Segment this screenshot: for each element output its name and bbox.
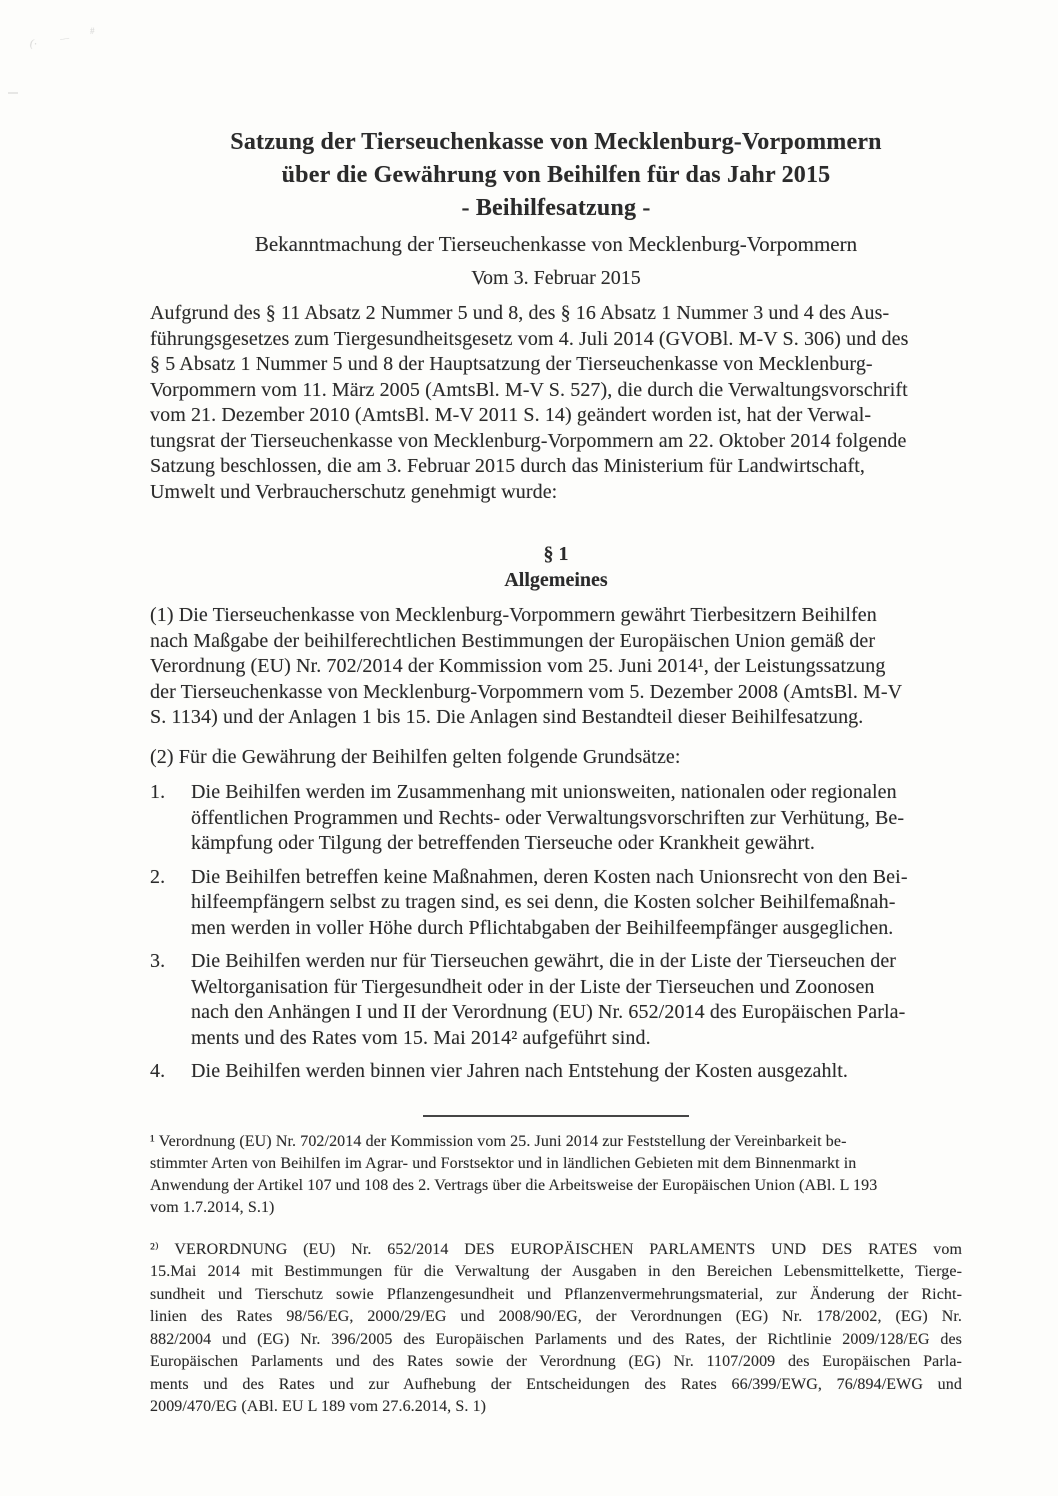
footnote-2	[150, 1239, 962, 1419]
list-item-4-number: 4.	[150, 1060, 166, 1082]
text-line: Vorpommern vom 11. März 2005 (AmtsBl. M-V S. 527), die durch die Verwaltungsvorschrift	[150, 378, 908, 401]
section-1-number: § 1	[543, 543, 569, 565]
list-item-4-text	[191, 1059, 962, 1085]
text-line: nach Maßgabe der beihilferechtlichen Bestimmungen der Europäischen Union gemäß der	[150, 629, 876, 652]
text-line: führungsgesetzes zum Tiergesundheitsgesetz vom 4. Juli 2014 (GVOBl. M-V S. 306) und des	[150, 327, 909, 350]
text-line: Weltorganisation für Tiergesundheit oder in der Liste der Tierseuchen und Zoonosen	[191, 975, 875, 998]
text-line: (1) Die Tierseuchenkasse von Mecklenburg-Vorpommern gewährt Tierbesitzern Beihilfen	[150, 604, 877, 626]
text-line: 2009/470/EG (ABl. EU L 189 vom 27.6.2014, S. 1)	[150, 1398, 487, 1415]
text-line: ²⁾ VERORDNUNG (EU) Nr. 652/2014 DES EUROPÄISCHEN PARLAMENTS UND DES RATES vom	[150, 1240, 962, 1258]
text-line: 15.Mai 2014 mit Bestimmungen für die Verwaltung der Ausgaben in den Bereichen Lebensmittelkette, Tierge-	[150, 1263, 962, 1280]
document-content	[150, 0, 962, 1419]
text-line: kämpfung oder Tilgung der betreffenden Tierseuche oder Krankheit gewährt.	[191, 832, 815, 854]
paragraph-absatz-2	[150, 745, 962, 771]
text-line: (2) Für die Gewährung der Beihilfen gelten folgende Grundsätze:	[150, 745, 681, 768]
text-line: stimmter Arten von Beihilfen im Agrar- und Forstsektor und in ländlichen Gebieten mit dem Binnenmarkt in	[150, 1154, 857, 1172]
announcement-line: Bekanntmachung der Tierseuchenkasse von Mecklenburg-Vorpommern	[254, 232, 858, 256]
title-line-2: über die Gewährung von Beihilfen für das Jahr 2015	[281, 162, 831, 188]
text-line: 882/2004 und (EG) Nr. 396/2005 des Europäischen Parlaments und des Rates, der Richtlinie 2009/128/EG des	[150, 1330, 962, 1348]
title-line-3: - Beihilfesatzung -	[461, 195, 651, 221]
paragraph-absatz-1	[150, 603, 962, 731]
list-item-3-text	[191, 949, 962, 1051]
text-line: öffentlichen Programmen und Rechts- oder Verwaltungsvorschriften zur Verhütung, Be-	[191, 806, 905, 829]
principles-list	[150, 780, 962, 1085]
scan-artifact: (·	[28, 37, 39, 51]
text-line: § 5 Absatz 1 Nummer 5 und 8 der Hauptsatzung der Tierseuchenkasse von Mecklenburg-	[150, 353, 873, 375]
scan-artifact: —	[59, 32, 70, 44]
text-line: ments und des Rates vom 15. Mai 2014² aufgeführt sind.	[191, 1026, 651, 1049]
text-line: Die Beihilfen werden binnen vier Jahren nach Entstehung der Kosten ausgezahlt.	[191, 1060, 849, 1082]
footnote-separator	[423, 1115, 689, 1117]
section-1-title: Allgemeines	[504, 569, 608, 591]
text-line: vom 1.7.2014, S.1)	[150, 1198, 275, 1216]
list-item-1-text	[191, 780, 962, 857]
text-line: ments und des Rates und zur Aufhebung der Entscheidungen des Rates 66/399/EWG, 76/894/EWG und	[150, 1375, 962, 1393]
text-line: sundheit und Tierschutz sowie Pflanzengesundheit und Pflanzenvermehrungsmaterial, zur Änderung der Richt-	[150, 1285, 962, 1303]
list-item-1	[150, 780, 962, 857]
text-line: men werden in voller Höhe durch Pflichtabgaben der Beihilfeempfänger ausgeglichen.	[191, 916, 894, 939]
footnote-1	[150, 1131, 962, 1219]
text-line: vom 21. Dezember 2010 (AmtsBl. M-V 2011 S. 14) geändert worden ist, hat der Verwal-	[150, 404, 872, 426]
list-item-3-number: 3.	[150, 950, 166, 972]
text-line: Satzung beschlossen, die am 3. Februar 2015 durch das Ministerium für Landwirtschaft,	[150, 455, 866, 477]
text-line: Umwelt und Verbraucherschutz genehmigt wurde:	[150, 480, 558, 503]
text-line: Die Beihilfen betreffen keine Maßnahmen, deren Kosten nach Unionsrecht von den Bei-	[191, 865, 908, 888]
title-line-1: Satzung der Tierseuchenkasse von Mecklenburg-Vorpommern	[230, 129, 882, 155]
text-line: Europäischen Parlaments und des Rates sowie der Verordnung (EG) Nr. 1107/2009 des Europäischen Parla-	[150, 1353, 962, 1370]
list-item-4	[150, 1059, 962, 1085]
text-line: Die Beihilfen werden im Zusammenhang mit unionsweiten, nationalen oder regionalen	[191, 781, 897, 803]
date-line: Vom 3. Februar 2015	[471, 267, 641, 289]
text-line: ¹ Verordnung (EU) Nr. 702/2014 der Kommission vom 25. Juni 2014 zur Feststellung der Vereinbarkeit be-	[150, 1132, 847, 1150]
text-line: Aufgrund des § 11 Absatz 2 Nummer 5 und 8, des § 16 Absatz 1 Nummer 3 und 4 des Aus-	[150, 302, 890, 324]
scan-artifact: #	[90, 26, 95, 36]
text-line: linien des Rates 98/56/EG, 2000/29/EG und 2008/90/EG, der Verordnungen (EG) Nr. 178/2002, (EG) Nr.	[150, 1308, 962, 1325]
list-item-1-number: 1.	[150, 781, 166, 803]
list-item-2-number: 2.	[150, 865, 166, 888]
text-line: hilfeempfängern selbst zu tragen sind, es sei denn, die Kosten solcher Beihilfemaßnah-	[191, 891, 896, 913]
section-1-heading	[150, 541, 962, 593]
list-item-2	[150, 865, 962, 942]
preamble-paragraph	[150, 301, 962, 505]
text-line: Die Beihilfen werden nur für Tierseuchen gewährt, die in der Liste der Tierseuchen der	[191, 950, 897, 972]
scan-artifact	[8, 92, 18, 94]
text-line: Anwendung der Artikel 107 und 108 des 2. Vertrags über die Arbeitsweise der Europäischen Union (ABl. L 193	[150, 1176, 878, 1194]
list-item-2-text	[191, 865, 962, 942]
list-item-3	[150, 949, 962, 1051]
text-line: der Tierseuchenkasse von Mecklenburg-Vorpommern vom 5. Dezember 2008 (AmtsBl. M-V	[150, 680, 903, 703]
document-title	[150, 0, 962, 225]
text-line: Verordnung (EU) Nr. 702/2014 der Kommission vom 25. Juni 2014¹, der Leistungssatzung	[150, 655, 886, 677]
text-line: tungsrat der Tierseuchenkasse von Mecklenburg-Vorpommern am 22. Oktober 2014 folgende	[150, 429, 907, 452]
text-line: S. 1134) und der Anlagen 1 bis 15. Die Anlagen sind Bestandteil dieser Beihilfesatzung.	[150, 706, 864, 728]
text-line: nach den Anhängen I und II der Verordnung (EU) Nr. 652/2014 des Europäischen Parla-	[191, 1001, 906, 1023]
